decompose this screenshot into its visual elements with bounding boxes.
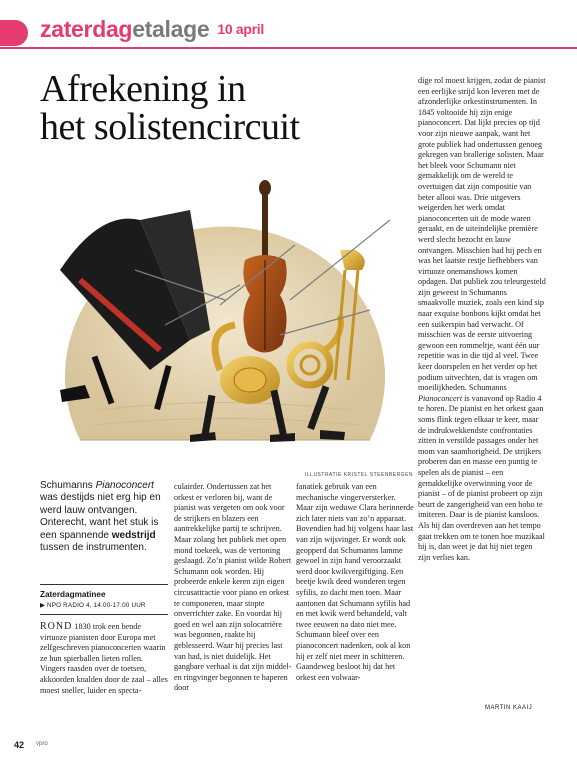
article-headline — [40, 70, 400, 146]
section-title — [40, 16, 264, 43]
section-title-part2: etalage — [132, 16, 210, 42]
body-column-4 — [418, 76, 546, 563]
header-accent-tab — [0, 20, 28, 46]
headline-line1: Afrekening in — [40, 68, 246, 110]
section-title-part1: zaterdag — [40, 16, 133, 42]
broadcast-title: Zaterdagmatinee — [40, 590, 106, 599]
broadcast-time: ▶ NPO RADIO 4, 14.00-17.00 UUR — [40, 602, 146, 609]
intro-bold: wedstrijd — [111, 529, 156, 541]
section-header — [0, 0, 577, 56]
col4-part1: dige rol moest krijgen, zodat de pianist een eerlijke strijd kon leveren met de afzonderlijke orkestinstrumenten. In 1845 voltooide hij zijn enige pianoconcert. Dat lijkt precies op tijd voor zijn nieuwe aanpak, want het grote publiek had ondertussen genoeg gekregen van brallerige solisten. Maar het bleek voor Schumann niet gemakkelijk om de wereld te overtuigen dat zijn compositie van beter allooi was. Drie uitgevers weigerden het werk omdat pianoconcerten uit de mode waren geraakt, en de uiteindelijke première werd slecht bezocht en lauw ontvangen. Misschien had hij pech en was het laatste restje liefhebbers van virtuoze onemanshows komen opdagen. Dat publiek zou teleurgesteld zijn geweest in Schumanns smaakvolle muziek, zoals een kind sip naar exquise bonbons kijkt omdat het een suikerspin had verwacht. Of misschien was de eerste uitvoering gewoon een rommeltje, want één uur repetitie was in die tijd al veel. Twee keer doorspelen en het verder op het podium uitvechten, dat is vragen om moeilijkheden. Schumanns — [418, 76, 546, 393]
intro-part2: was destijds niet erg hip en werd lauw ontvangen. Onterecht, want het stuk is een spannende — [40, 492, 161, 541]
publisher-mark: vpro — [36, 741, 48, 747]
body-column-2: culairder. Ondertussen zat het orkest er verloren bij, want de pianist was vergeten om ook voor de strijkers en blazers een aantrekkelijke partij te schrijven. Maar zolang het publiek met open mond toekeek, was de vertoning geslaagd. Zo’n pianist wilde Robert Schumann ook worden. Hij probeerde enkele keren zijn eigen circusattractie voor piano en orkest te componeren, maar stopte onverrichter zake. En voordat hij goed en wel aan zijn solocarrière was begonnen, raakte hij geblesseerd. Waar hij precies last van had, is niet duidelijk. Het gangbare verhaal is dat zijn middel- en ringvinger begonnen te haperen door — [174, 482, 292, 693]
broadcast-rule-top — [40, 584, 168, 585]
body-column-3: fanatiek gebruik van een mechanische vingerversterker. Maar zijn weduwe Clara herinnerde zich later niets van zo’n apparaat. Bovendien had hij volgens haar last van zijn wijsvinger. Er wordt ook geopperd dat Schumanns lamme gewoel in zijn hand veroorzaakt werd door kwikvergiftiging. Een beetje kwik deed wonderen tegen syfilis, zo dacht men toen. Maar aantonen dat Schumann syfilis had en met kwik werd behandeld, valt twee eeuwen na dato niet mee. Schumann bleef over een pianoconcert nadenken, ook al kon hij er zelf niet meer in schitteren. Gaandeweg besloot hij dat het orkest een volwaar- — [296, 482, 414, 682]
header-rule — [0, 47, 577, 49]
illustration-credit: ILLUSTRATIE KRISTEL STEENBERGEN — [305, 472, 414, 478]
col1-text: 1830 trok een bende virtuoze pianisten door Europa met zelfgeschreven pianoconcerten waarin ze hun spierballen lieten rollen. Vingers raasden over de toetsen, akkoorden knalden door de zaal – alles moest sneller, luider en specta- — [40, 622, 168, 695]
col4-part2: is vanavond op Radio 4 te horen. De pianist en het orkest gaan soms flink tegen elkaar te keer, maar de indrukwekkendste confrontaties zitten in verstilde passages onder het mom van saamhorigheid. De strijkers proberen dan en masse een puntig te spelen als de pianist – een gemakkelijke overwinning voor de pianist – of de pianist probeert op zijn beurt de zangerigheid van een hobo te imiteren. Daar is de pianist kansloos. Als hij dan overdreven aan het tempo gaat trekken om te tonen hoe muzikaal hij is, dan weet je dat hij niet tegen zijn verlies kan. — [418, 393, 545, 562]
broadcast-info — [40, 584, 168, 615]
article-intro — [40, 480, 168, 554]
broadcast-rule-bottom — [40, 614, 168, 615]
article-illustration — [40, 150, 405, 450]
issue-date: 10 april — [217, 21, 264, 37]
body-column-1 — [40, 622, 168, 696]
intro-part3: tussen de instrumenten. — [40, 542, 147, 554]
drop-cap: ROND — [40, 621, 73, 632]
col4-italic: Pianoconcert — [418, 393, 463, 403]
cello — [243, 180, 286, 353]
author-credit: MARTIN KAAIJ — [485, 705, 533, 711]
headline-line2: het solistencircuit — [40, 106, 300, 148]
intro-italic: Pianoconcert — [95, 480, 154, 491]
intro-part1: Schumanns — [40, 480, 96, 491]
page-number: 42 — [14, 740, 25, 750]
